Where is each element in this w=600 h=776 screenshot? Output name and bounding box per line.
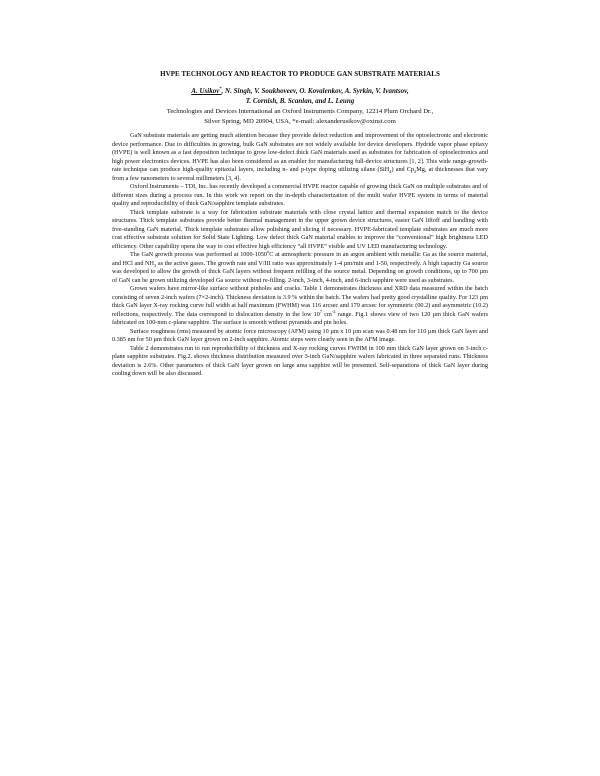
- paragraph-3: Thick template substrate is a way for fabrication substrate materials with close crystal lattice and thermal expansion match to the device structures. Thick template substrates provide better thermal management in the upper grown device structures, easier GaN liftoff and handling with free-standing GaN material. Thick template substrates allow polishing and slicing if necessary. HVPE-fabricated template substrates are much more cost effective substrate solution for Solid State Lighting. Low defect thick GaN material enables to improve the “conventional” high brightness LED efficiency. Other capability opens the way to cost effective high efficiency “all HVPE” visible and UV LED manufacturing technology.: [112, 208, 488, 250]
- first-author: [191, 87, 221, 95]
- affiliation: [60, 107, 540, 127]
- authors-line-2: T. Cornish, B. Scanlan, and L. Leung: [245, 97, 355, 105]
- affiliation-line-2: Silver Spring, MD 20904, USA, *e-mail: alexanderusikov@oxinst.com: [204, 118, 396, 125]
- authors-line-1-rest: , N. Singh, V. Soukhoveev, O. Kovalenkov, A. Syrkin, V. Ivantsov,: [221, 87, 409, 95]
- paper-title: HVPE TECHNOLOGY AND REACTOR TO PRODUCE GAN SUBSTRATE MATERIALS: [160, 70, 440, 78]
- paragraph-6: Surface roughness (rms) measured by atomic force microscopy (AFM) using 10 µm x 10 µm scan was 0.48 nm for 110 µm thick GaN layer and 0.385 nm for 50 µm thick GaN layer grown on 2-inch sapphire. Atomic steps were clearly seen in the AFM image.: [112, 327, 488, 343]
- corresponding-author-mark: *: [219, 85, 222, 91]
- paragraph-2: Oxford Instruments – TDI, Inc. has recently developed a commercial HVPE reactor capable of growing thick GaN on multiple substrates and of different sizes during a process run. In this work we report on the in-depth characterization of the multi wafer HVPE system in terms of material quality and reproducibility of thick GaN/sapphire template substrates.: [112, 183, 488, 207]
- abstract-body: [112, 132, 488, 379]
- paragraph-1: GaN substrate materials are getting much attention because they provide defect reduction and improvement of the optoelectronic and electronic device performance. Due to difficulties in growing, bulk GaN substrates are not widely available for device developers. Hydride vapor phase epitaxy (HVPE) is well known as a fast deposition technique to grow low-defect thick GaN materials used as substrates for fabrication of optoelectronics and high power electronics devices. HVPE has also been considered as an enabler for manufacturing full-device structures [1, 2]. This wide range-growth-rate technique can produce high-quality epitaxial layers, including n- and p-type doping utilizing silane (SiH$_4$) and $Cp_2Mg$, at thicknesses that vary from a few nanometers to several millimeters [3, 4].: [112, 132, 488, 182]
- paragraph-7: Table 2 demonstrates run to run reproducibility of thickness and X-ray rocking curves FWHM in 100 mm thick GaN layer grown on 3-inch c-plane sapphire substrates. Fig.2. shows thickness distribution measured over 3-inch GaN/sapphire wafers fabricated in three separated runs. Thickness deviation is 2.6%. Other parameters of thick GaN layer grown on large area sapphire will be presented. Self-separations of thick GaN layer during cooling down will be also discussed.: [112, 344, 488, 377]
- paragraph-4: The GaN growth process was performed at 1000-1050$^o$C at atmospheric pressure in an argon ambient with metallic Ga as the source material, and HCl and $NH_3$ as the active gases. The growth rate and V/III ratio was approximately 1-4 µm/min and 1-50, respectively. A high capacity Ga source was developed to allow the growth of thick GaN layers without frequent refilling of the source metal. Depending on growth conditions, up to 700 µm of GaN can be grown utilizing developed Ga source without re-filling. 2-inch, 3-inch, 4-inch, and 6-inch sapphire were used as substrates.: [112, 248, 488, 284]
- affiliation-line-1: Technologies and Devices International an Oxford Instruments Company, 12214 Plum Orchard Dr.,: [166, 108, 434, 115]
- paragraph-5: Grown wafers have mirror-like surface without pinholes and cracks. Table 1 demonstrates thickness and XRD data measured within the batch consisting of seven 2-inch wafers (7×2-inch). Thickness deviation is 3.9 % within the batch. The wafers had pretty good crystalline quality. For 123 µm thick GaN layer X-ray rocking curve full width at half maximum (FWHM) was 116 arcsec and 179 arcsec for symmetric (00.2) and asymmetric (10.2) reflections, respectively. The data correspond to dislocation density in the low $10^7$ $cm^{-2}$ range. Fig.1 shows view of two 120 µm thick GaN wafers fabricated on 100-mm c-plane sapphire. The surface is smooth without pyramids and pin holes.: [112, 285, 488, 326]
- author-list: [60, 86, 540, 106]
- first-author-name: A. Usikov: [191, 87, 220, 95]
